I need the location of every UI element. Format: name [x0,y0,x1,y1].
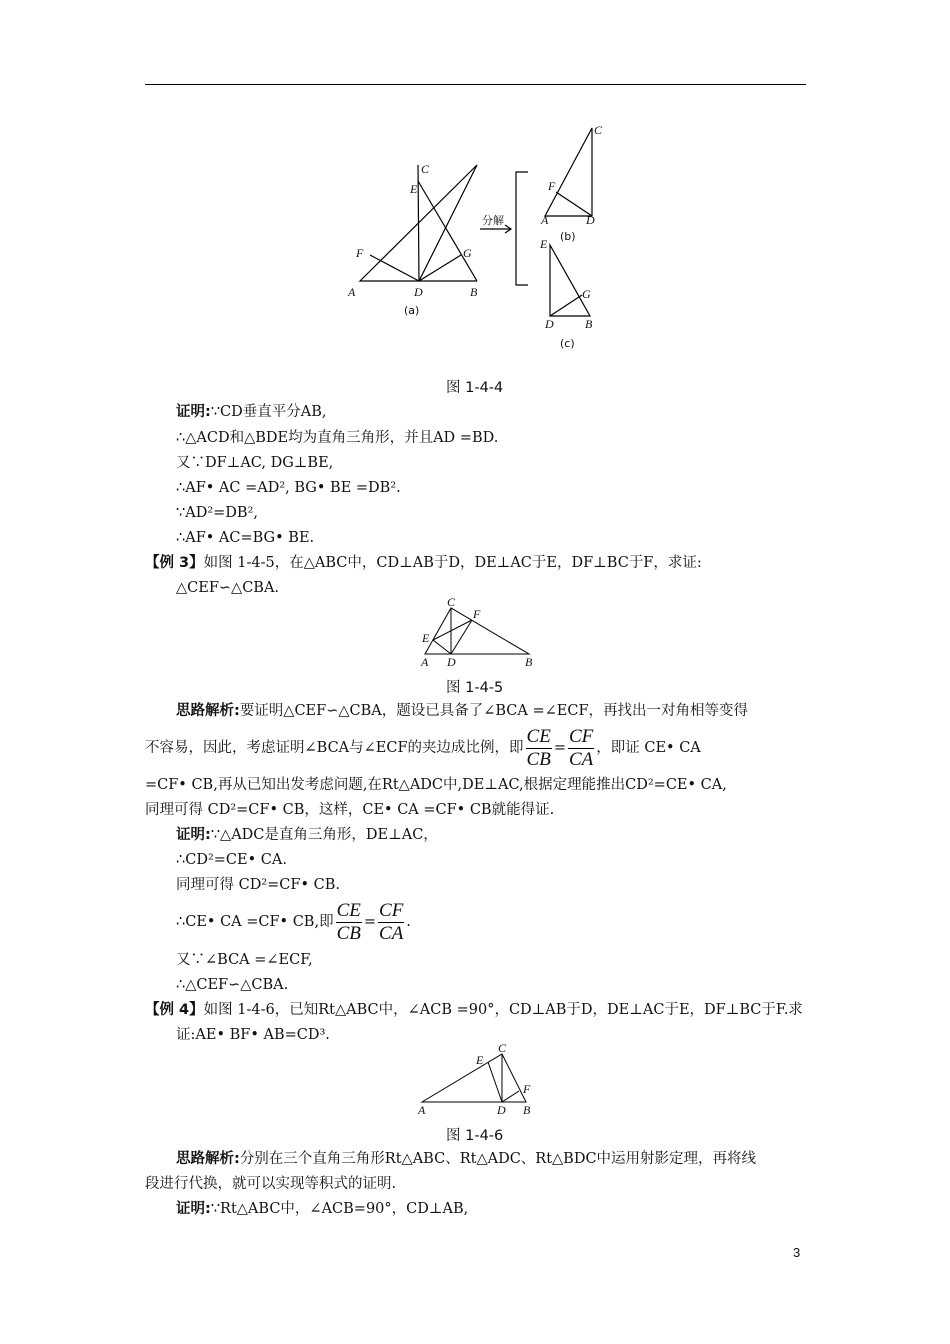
label-c-G: G [582,287,591,301]
figure-caption-1-4-5: 图 1-4-5 [446,680,504,696]
example-3-line-1: 【例 3】如图 1-4-5，在△ABC中，CD⊥AB于D，DE⊥AC于E，DF⊥BC于F，求证: [145,555,702,571]
f3-label-E: E [476,1053,484,1067]
analysis4-line-1: 思路解析:分别在三个直角三角形Rt△ABC、Rt△ADC、Rt△BDC中运用射影定理，再将线 [176,1151,757,1167]
analysis4-line-2: 段进行代换，就可以实现等积式的证明. [145,1176,397,1192]
f2-label-D: D [447,655,456,669]
label-E: E [410,182,418,196]
proof1-line-5: ∵AD²=DB², [176,505,258,521]
f2-label-F: F [473,607,481,621]
f2-label-A: A [421,655,429,669]
figure-caption-1-4-6: 图 1-4-6 [446,1128,504,1144]
proof3-line-1: 证明:∵△ADC是直角三角形，DE⊥AC， [176,827,438,843]
sub-b: (b) [560,230,576,243]
arrow-label: 分解 [482,214,504,227]
example-3-line-2: △CEF∽△CBA. [176,580,280,596]
figure-1-4-4 [340,120,640,360]
proof3-line-4: ∴CE• CA =CF• CB,即 $\frac{CE}{CB}$ = $\frac{CF}{CA}$ . [176,899,411,944]
figure-caption-1-4-4: 图 1-4-4 [446,380,504,396]
f2-label-B: B [525,655,533,669]
proof3-line-2: ∴CD²=CE• CA. [176,852,287,868]
example-4-line-1: 【例 4】如图 1-4-6，已知Rt△ABC中，∠ACB =90°，CD⊥AB于D，DE⊥AC于E，DF⊥BC于F.求 [145,1002,803,1018]
proof1-line-3: 又∵DF⊥AC, DG⊥BE, [176,455,334,471]
example-4-line-2: 证:AE• BF• AB=CD³. [176,1027,330,1043]
analysis3-line-2: 不容易，因此，考虑证明∠BCA与∠ECF的夹边成比例，即 $\frac{CE}{CB}$ = $\frac{CF}{CA}$ ，即证 CE• CA [145,725,701,770]
label-b-D: D [586,213,595,227]
f3-label-D: D [497,1103,506,1117]
proof1-line-2: ∴△ACD和△BDE均为直角三角形，并且AD =BD. [176,430,499,446]
figure-1-4-5 [415,596,540,672]
proof4-line-1: 证明:∵Rt△ABC中，∠ACB=90°，CD⊥AB, [176,1201,469,1217]
fraction-CF-CA: $\frac{CF}{CA}$ [568,725,594,770]
f2-label-E: E [422,631,430,645]
sub-c: (c) [560,337,575,350]
proof1-line-6: ∴AF• AC=BG• BE. [176,530,315,546]
fraction-CE-CB: $\frac{CE}{CB}$ [526,725,551,770]
f3-label-F: F [523,1082,531,1096]
sub-a: (a) [404,304,420,317]
analysis3-line-3: =CF• CB,再从已知出发考虑问题,在Rt△ADC中,DE⊥AC,根据定理能推出CD²=CE• CA, [145,777,727,793]
proof3-line-3: 同理可得 CD²=CF• CB. [176,877,340,893]
f3-label-B: B [523,1103,531,1117]
analysis3-line-4: 同理可得 CD²=CF• CB，这样，CE• CA =CF• CB就能得证. [145,802,555,818]
label-b-F: F [548,179,556,193]
f3-label-A: A [418,1103,426,1117]
f3-label-C: C [498,1042,507,1055]
label-c-D: D [545,317,554,331]
proof3-line-6: ∴△CEF∽△CBA. [176,977,289,993]
label-c-E: E [540,237,548,251]
proof1-line-1: 证明:∵CD垂直平分AB, [176,404,327,420]
analysis3-line-1: 思路解析:要证明△CEF∽△CBA，题设已具备了∠BCA =∠ECF，再找出一对角相等变得 [176,703,749,719]
label-D: D [414,285,423,299]
label-B: B [470,285,478,299]
label-G: G [463,246,472,260]
label-F: F [356,246,364,260]
label-A: A [348,285,356,299]
label-b-C: C [594,123,603,137]
label-C: C [421,162,430,176]
label-b-A: A [541,213,549,227]
header-rule [145,84,806,85]
proof3-line-5: 又∵∠BCA =∠ECF, [176,952,313,968]
figure-1-4-6 [412,1042,542,1118]
page-number: 3 [793,1245,801,1260]
proof1-line-4: ∴AF• AC =AD², BG• BE =DB². [176,480,401,496]
label-c-B: B [585,317,593,331]
f2-label-C: C [447,596,456,609]
